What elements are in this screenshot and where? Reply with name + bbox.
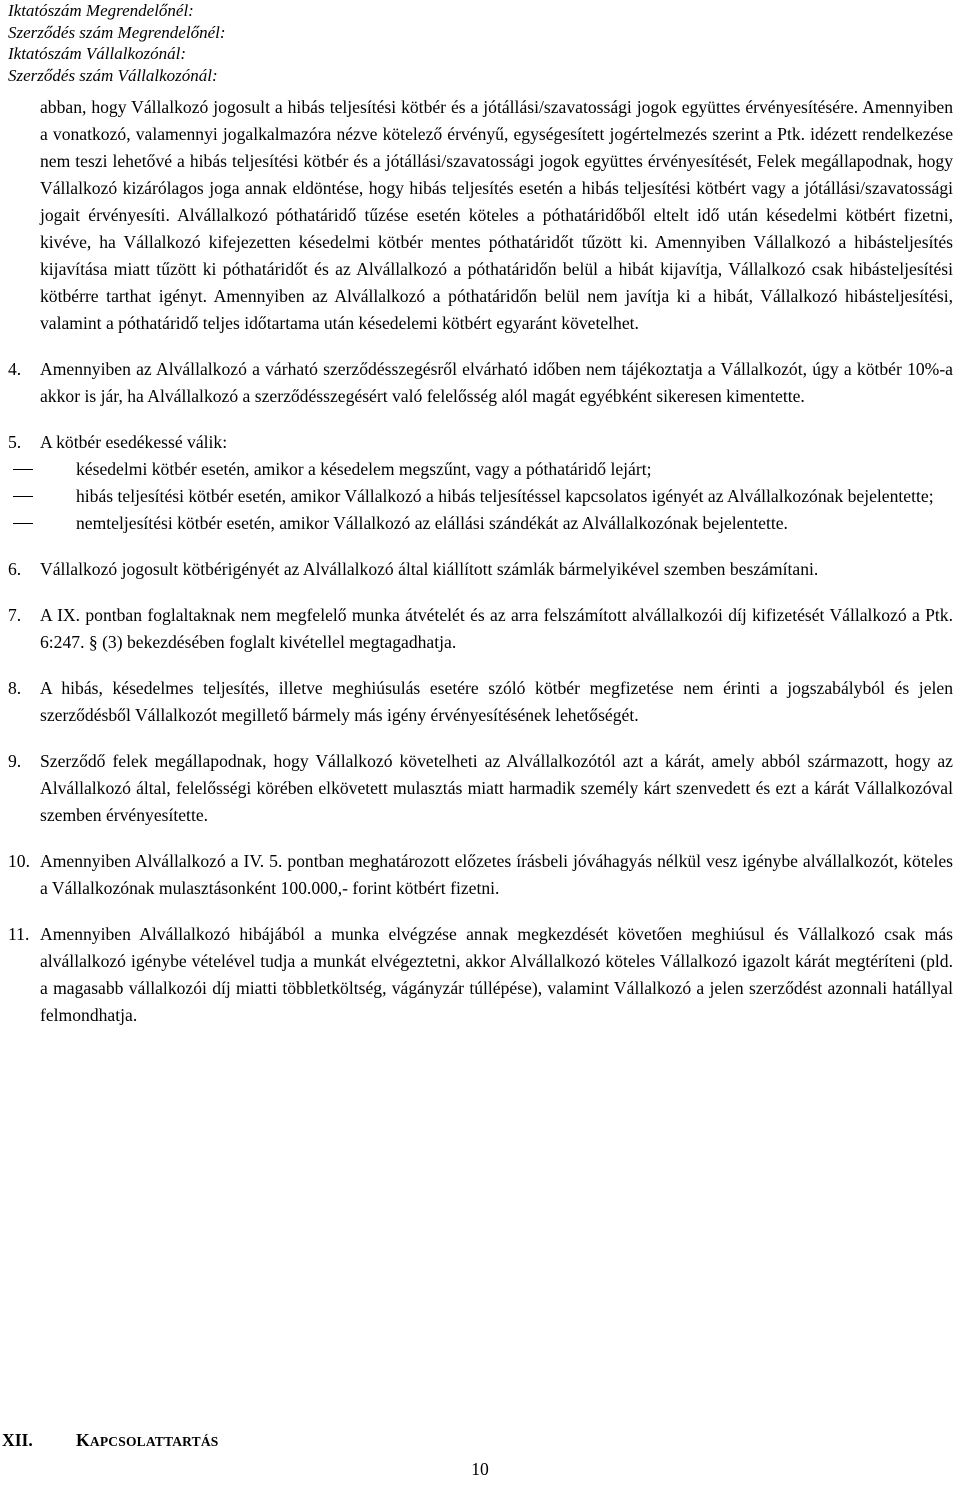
header-line-szerzodes-vallalkozo: Szerződés szám Vállalkozónál: xyxy=(8,65,218,85)
section-title: KAPCSOLATTARTÁS xyxy=(76,1430,219,1450)
clause-text: Amennyiben Alvállalkozó hibájából a munka elvégzése annak megkezdését követően meghiúsul és Vállalkozó csak más alvállalkozó igénybe vételével tudja a munkát elvégeztetni, akkor Alvállalkozó köteles Vállalkozó igazolt kárát megtéríteni (pld. a magasabb vállalkozói díj miatti többletköltség, vágányzár túllépése), valamint Vállalkozó a jelen szerződést azonnali hatállyal felmondhatja. xyxy=(40,924,953,1025)
clause-number: 10. xyxy=(8,851,30,871)
page-number: 10 xyxy=(471,1459,489,1479)
clause-8 xyxy=(8,675,953,729)
clause-9 xyxy=(8,748,953,829)
clause-text: Amennyiben Alvállalkozó a IV. 5. pontban meghatározott előzetes írásbeli jóváhagyás nélkül vesz igénybe alvállalkozót, köteles a Vállalkozónak mulasztásonként 100.000,- forint kötbért fizetni. xyxy=(40,851,953,898)
clause-10 xyxy=(8,848,953,902)
clause-number: 4. xyxy=(8,359,22,379)
dash-bullet-icon xyxy=(13,496,33,497)
clause-text: Szerződő felek megállapodnak, hogy Vállalkozó követelheti az Alvállalkozótól azt a kárát, amely abból származott, hogy az Alvállalkozó által, felelősségi körében elkövetett mulasztás miatt harmadik személy kárt szenvedett és ezt a kárát Vállalkozóval szemben érvényesítette. xyxy=(40,751,953,825)
clause-number: 11. xyxy=(8,924,30,944)
clause-number: 6. xyxy=(8,559,22,579)
dash-bullet-icon xyxy=(13,523,33,524)
clause-text: A hibás, késedelmes teljesítés, illetve meghiúsulás esetére szóló kötbér megfizetése nem érinti a jogszabályból és jelen szerződésből Vállalkozót megillető bármely más igény érvényesítésének lehetőségét. xyxy=(40,678,953,725)
clause-number: 7. xyxy=(8,605,22,625)
clause-number: 8. xyxy=(8,678,22,698)
clause-text: Vállalkozó jogosult kötbérigényét az Alvállalkozó által kiállított számlák bármelyikével szemben beszámítani. xyxy=(40,559,819,579)
list-item: nemteljesítési kötbér esetén, amikor Vállalkozó az elállási szándékát az Alvállalkozónak bejelentette. xyxy=(40,510,953,537)
clause-text: A kötbér esedékessé válik: xyxy=(40,432,228,452)
clause-number: 9. xyxy=(8,751,22,771)
header-line-szerzodes-megrendelo: Szerződés szám Megrendelőnél: xyxy=(8,22,226,42)
section-number: XII. xyxy=(2,1430,33,1450)
clause-4 xyxy=(8,356,953,410)
clause-7 xyxy=(8,602,953,656)
dash-bullet-icon xyxy=(13,469,33,470)
list-item: késedelmi kötbér esetén, amikor a késedelem megszűnt, vagy a póthatáridő lejárt; xyxy=(40,456,953,483)
clause-11 xyxy=(8,921,953,1029)
document-body xyxy=(8,94,953,1029)
clause-text: A IX. pontban foglaltaknak nem megfelelő munka átvételét és az arra felszámított alvállalkozói díj kifizetését Vállalkozó a Ptk. 6:247. § (3) bekezdésében foglalt kivétellel megtagadhatja. xyxy=(40,605,953,652)
clause-number: 5. xyxy=(8,432,22,452)
clause-6 xyxy=(8,556,953,583)
continuation-paragraph: abban, hogy Vállalkozó jogosult a hibás teljesítési kötbér és a jótállási/szavatossági jogok együttes érvényesítésére. Amennyiben a vonatkozó, valamennyi jogalkalmazóra nézve kötelező érvényű, egységesített jogértelmezés szerint a Ptk. idézett rendelkezése nem teszi lehetővé a hibás teljesítési kötbér és a jótállási/szavatossági jogok együttes érvényesítését, Felek megállapodnak, hogy Vállalkozó kizárólagos joga annak eldöntése, hogy hibás teljesítés esetén a hibás teljesítési kötbért vagy a jótállási/szavatossági jogait érvényesíti. Alvállalkozó póthatáridő tűzése esetén köteles a póthatáridőből eltelt idő után késedelmi kötbért fizetni, kivéve, ha Vállalkozó kifejezetten késedelmi kötbér mentes póthatáridőt tűzött ki. Amennyiben Vállalkozó a hibásteljesítés kijavítása miatt tűzött ki póthatáridőt és az Alvállalkozó a póthatáridőn belül a hibát kijavítja, Vállalkozó csak hibásteljesítési kötbérre tarthat igényt. Amennyiben az Alvállalkozó a póthatáridőn belül nem javítja ki a hibát, Vállalkozó hibásteljesítési, valamint a póthatáridő teljes időtartama után késedelemi kötbért egyaránt követelhet. xyxy=(40,97,953,333)
clause-text: Amennyiben az Alvállalkozó a várható szerződésszegésről elvárható időben nem tájékoztatja a Vállalkozót, úgy a kötbér 10%-a akkor is jár, ha Alvállalkozó a szerződésszegésért való felelősség alól magát egyébként sikeresen kimentette. xyxy=(40,359,953,406)
document-header xyxy=(8,0,226,86)
header-line-iktatoszam-megrendelo: Iktatószám Megrendelőnél: xyxy=(8,1,194,20)
header-line-iktatoszam-vallalkozo: Iktatószám Vállalkozónál: xyxy=(8,44,187,63)
clause-5 xyxy=(8,429,953,456)
list-item: hibás teljesítési kötbér esetén, amikor Vállalkozó a hibás teljesítéssel kapcsolatos igényét az Alvállalkozónak bejelentette; xyxy=(40,483,953,510)
